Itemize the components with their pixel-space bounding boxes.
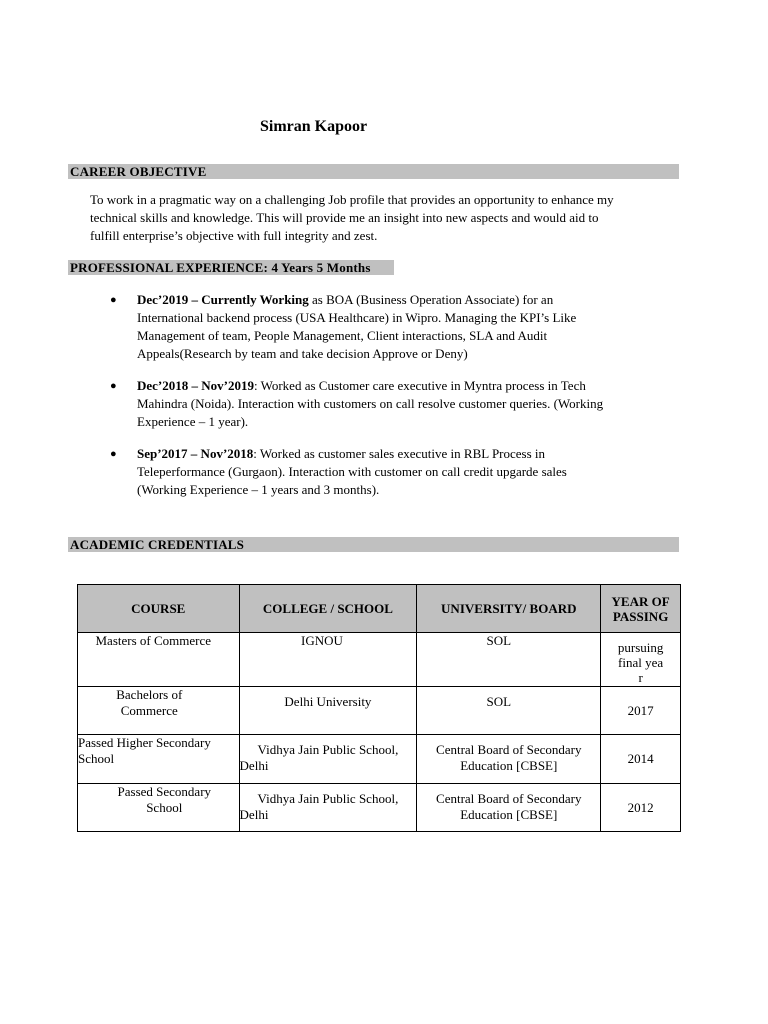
- career-line: fulfill enterprise’s objective with full integrity and zest.: [90, 228, 378, 243]
- cell-college: IGNOU: [239, 633, 417, 687]
- academic-credentials-heading: ACADEMIC CREDENTIALS: [68, 537, 679, 552]
- experience-line: (Working Experience – 1 years and 3 months).: [137, 482, 380, 497]
- experience-line: Appeals(Research by team and take decision Approve or Deny): [137, 346, 468, 361]
- professional-experience-heading: PROFESSIONAL EXPERIENCE: 4 Years 5 Months: [68, 260, 394, 275]
- bullet-icon: ●: [110, 448, 117, 460]
- bullet-icon: ●: [110, 294, 117, 306]
- experience-period: Dec’2019 – Currently Working: [137, 292, 309, 307]
- cell-course: Passed Secondary School: [78, 784, 240, 832]
- cell-year: pursuing final year: [601, 633, 681, 687]
- table-row: [78, 735, 681, 784]
- experience-line: Teleperformance (Gurgaon). Interaction with customer on call credit upgarde sales: [137, 464, 567, 479]
- table-row: [78, 633, 681, 687]
- column-header-year: YEAR OF PASSING: [601, 585, 681, 633]
- table-row: [78, 687, 681, 735]
- experience-period: Dec’2018 – Nov’2019: [137, 378, 254, 393]
- column-header-course: COURSE: [78, 585, 240, 633]
- cell-college: Vidhya Jain Public School, Delhi: [239, 784, 417, 832]
- experience-line: : Worked as customer sales executive in RBL Process in: [253, 446, 546, 461]
- experience-line: : Worked as Customer care executive in Myntra process in Tech: [253, 378, 586, 393]
- table-row: [78, 784, 681, 832]
- table-header-row: [78, 585, 681, 633]
- cell-university: Central Board of Secondary Education [CBSE]: [417, 784, 601, 832]
- cell-year: 2012: [601, 784, 681, 832]
- experience-line: as BOA (Business Operation Associate) for an: [308, 292, 554, 307]
- bullet-icon: ●: [110, 380, 117, 392]
- cell-course: Masters of Commerce: [78, 633, 240, 687]
- cell-course: Passed Higher Secondary School: [78, 735, 240, 784]
- cell-course: Bachelors of Commerce: [78, 687, 240, 735]
- cell-university: SOL: [417, 687, 601, 735]
- academic-table: [77, 584, 681, 832]
- cell-college: Delhi University: [239, 687, 417, 735]
- cell-university: SOL: [417, 633, 601, 687]
- experience-line: Management of team, People Management, Client interactions, SLA and Audit: [137, 328, 548, 343]
- candidate-name: Simran Kapoor: [260, 118, 368, 135]
- experience-period: Sep’2017 – Nov’2018: [137, 446, 254, 461]
- column-header-university: UNIVERSITY/ BOARD: [417, 585, 601, 633]
- career-objective-heading: CAREER OBJECTIVE: [68, 164, 679, 179]
- cell-year: 2014: [601, 735, 681, 784]
- experience-line: Mahindra (Noida). Interaction with customers on call resolve customer queries. (Working: [137, 396, 604, 411]
- cell-year: 2017: [601, 687, 681, 735]
- experience-line: Experience – 1 year).: [137, 414, 249, 429]
- column-header-college: COLLEGE / SCHOOL: [239, 585, 417, 633]
- cell-college: Vidhya Jain Public School, Delhi: [239, 735, 417, 784]
- experience-line: International backend process (USA Healthcare) in Wipro. Managing the KPI’s Like: [137, 310, 577, 325]
- cell-university: Central Board of Secondary Education [CBSE]: [417, 735, 601, 784]
- career-objective-text: [90, 191, 680, 245]
- career-line: To work in a pragmatic way on a challenging Job profile that provides an opportunity to enhance my: [90, 192, 614, 207]
- career-line: technical skills and knowledge. This will provide me an insight into new aspects and would aid to: [90, 210, 599, 225]
